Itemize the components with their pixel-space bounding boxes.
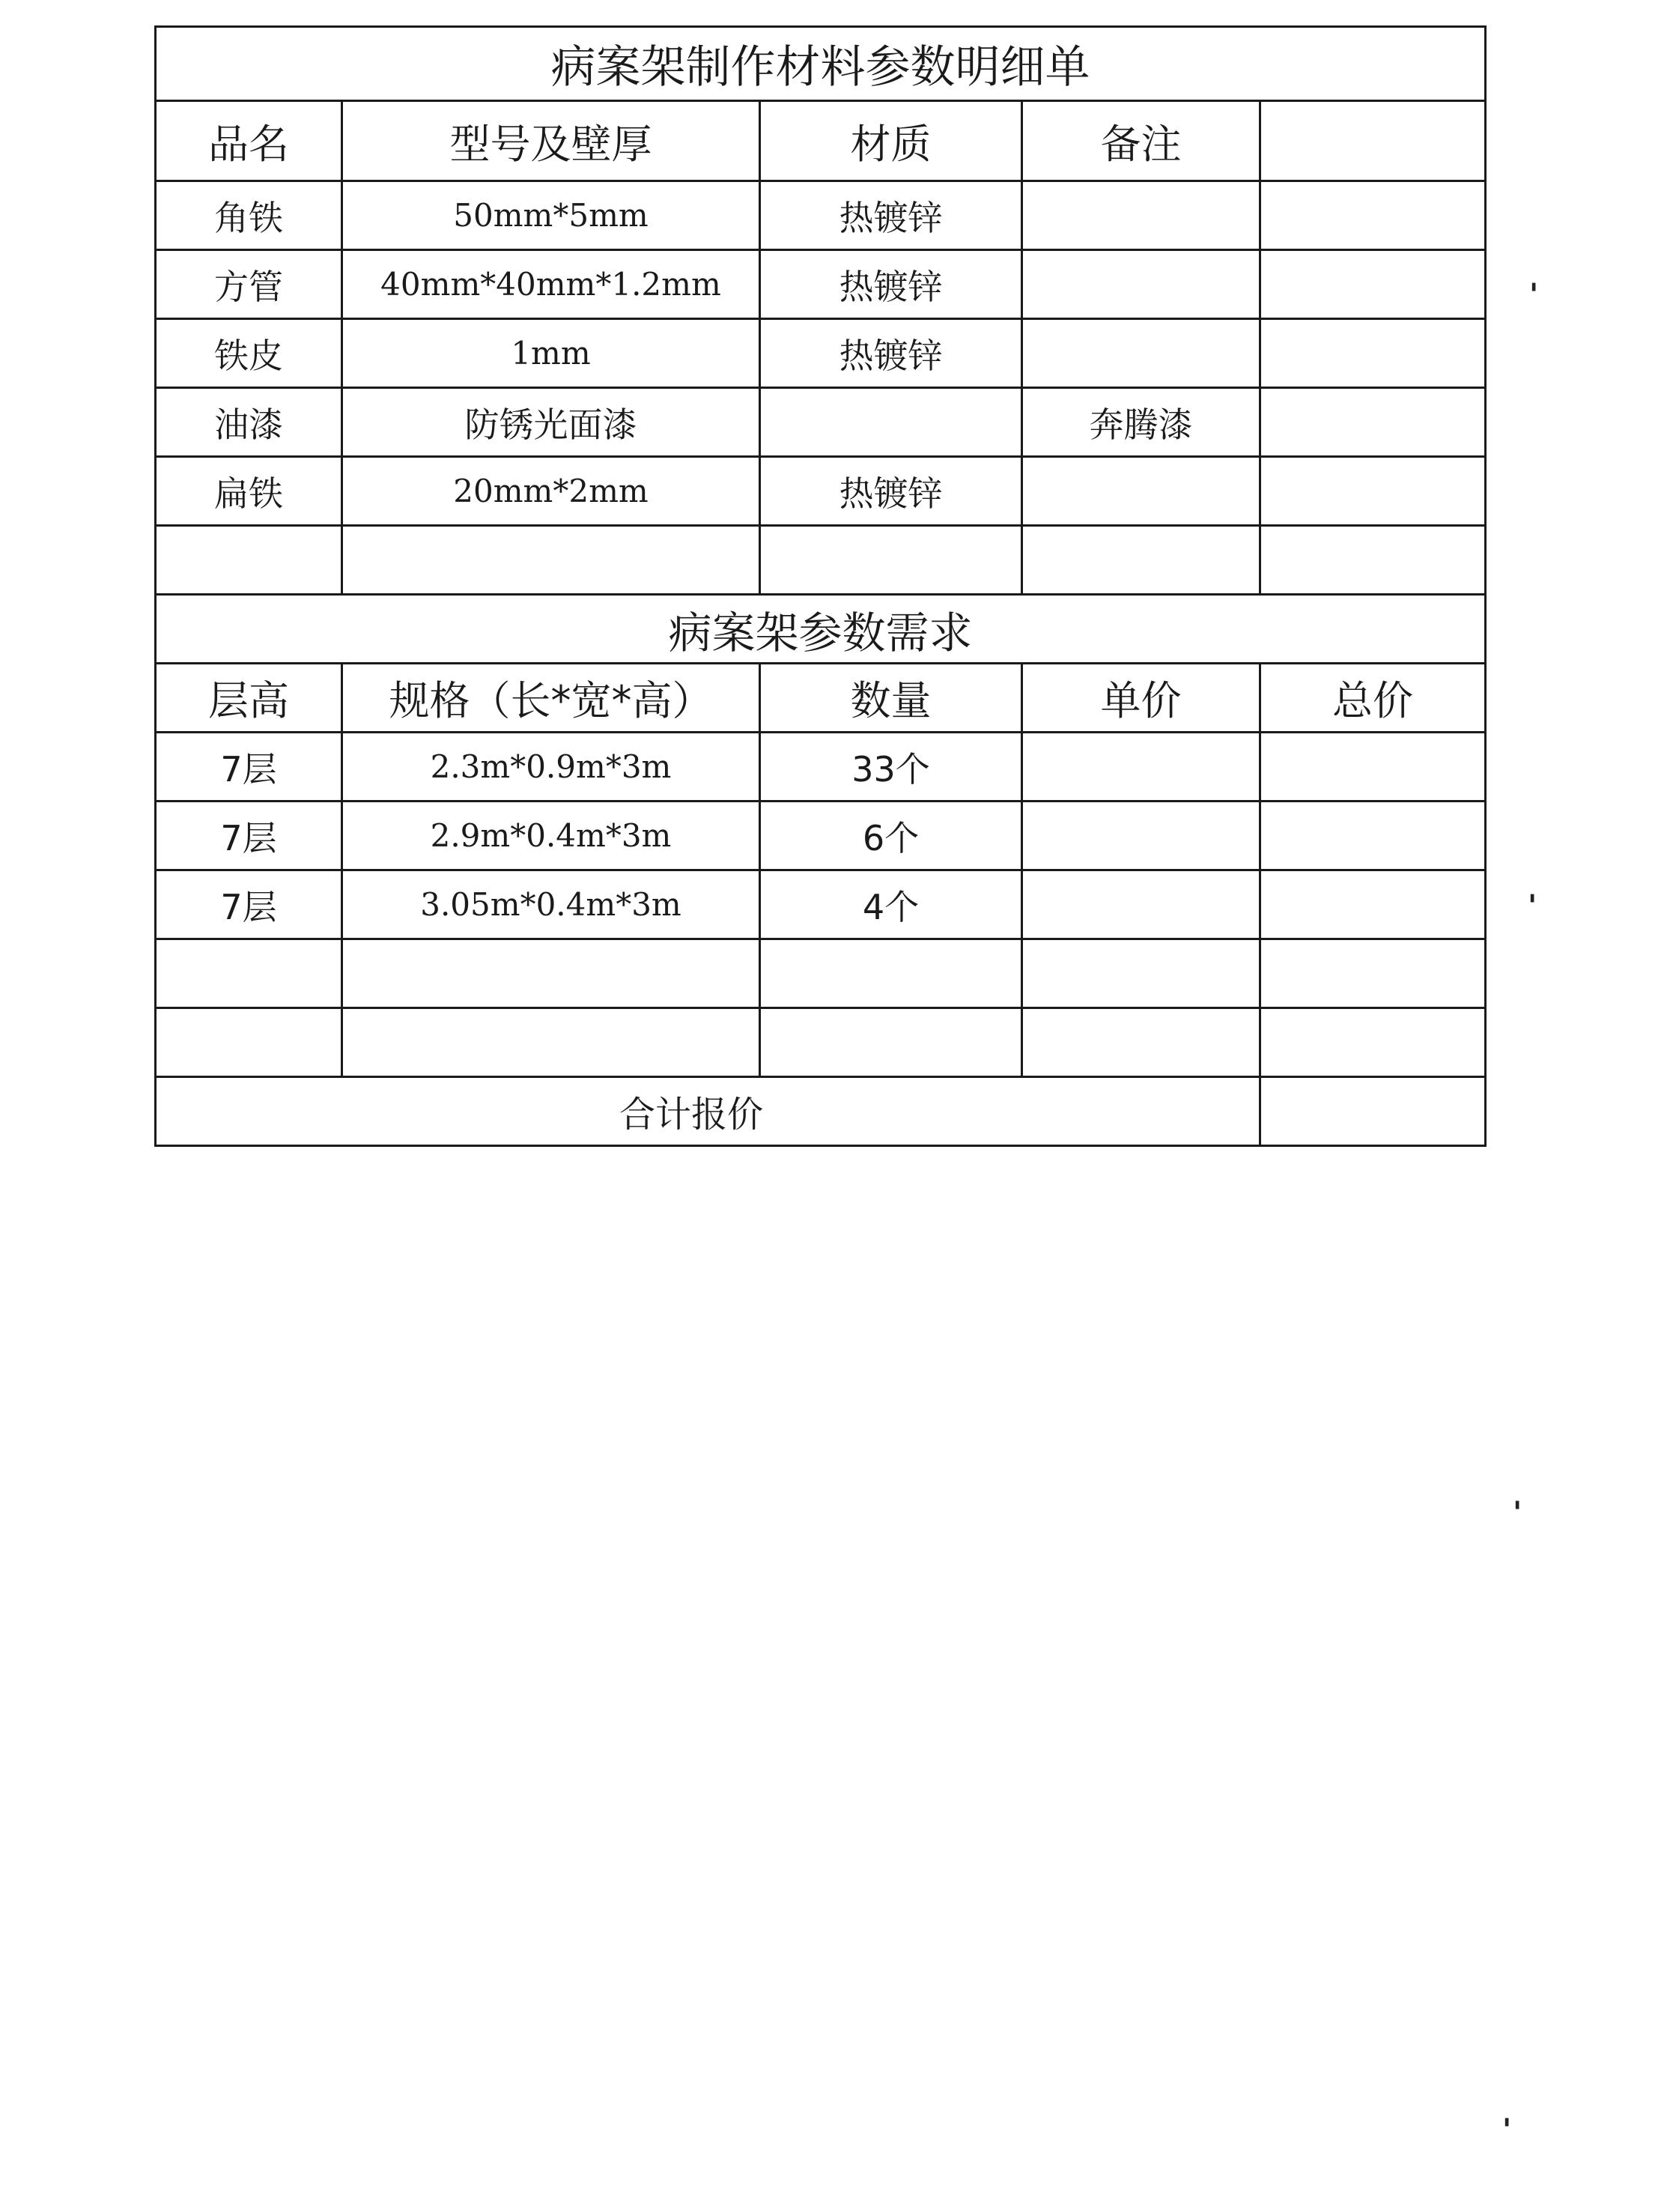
header-extra xyxy=(1260,101,1486,181)
cell-size: 2.9m*0.4m*3m xyxy=(342,802,760,870)
cell-extra xyxy=(1260,526,1486,595)
materials-title-row xyxy=(156,27,1486,101)
materials-title: 病案架制作材料参数明细单 xyxy=(156,27,1486,101)
header-unit-price: 单价 xyxy=(1022,664,1260,733)
cell-extra xyxy=(1260,388,1486,457)
cell-quantity: 33个 xyxy=(760,733,1022,802)
table-row xyxy=(156,802,1486,870)
cell-note xyxy=(1022,250,1260,319)
cell-unit-price xyxy=(1022,733,1260,802)
cell-spec: 1mm xyxy=(342,319,760,388)
requirements-header-row xyxy=(156,664,1486,733)
total-quote-value xyxy=(1260,1077,1486,1146)
table-row xyxy=(156,870,1486,939)
total-row xyxy=(156,1077,1486,1146)
cell-size xyxy=(342,1008,760,1077)
cell-quantity: 6个 xyxy=(760,802,1022,870)
cell-extra xyxy=(1260,181,1486,250)
cell-material xyxy=(760,388,1022,457)
cell-name xyxy=(156,526,342,595)
cell-unit-price xyxy=(1022,802,1260,870)
margin-mark: ' xyxy=(1528,888,1537,924)
cell-total-price xyxy=(1260,802,1486,870)
table-row xyxy=(156,939,1486,1008)
cell-material: 热镀锌 xyxy=(760,181,1022,250)
cell-layers xyxy=(156,1008,342,1077)
table-row xyxy=(156,250,1486,319)
materials-header-row xyxy=(156,101,1486,181)
material-spec-table xyxy=(154,25,1487,1147)
cell-unit-price xyxy=(1022,1008,1260,1077)
cell-name: 扁铁 xyxy=(156,457,342,526)
cell-note xyxy=(1022,526,1260,595)
header-model-thickness: 型号及壁厚 xyxy=(342,101,760,181)
cell-name: 油漆 xyxy=(156,388,342,457)
cell-extra xyxy=(1260,250,1486,319)
cell-spec: 20mm*2mm xyxy=(342,457,760,526)
header-size: 规格（长*宽*高） xyxy=(342,664,760,733)
table-row xyxy=(156,733,1486,802)
cell-note: 奔腾漆 xyxy=(1022,388,1260,457)
cell-layers: 7层 xyxy=(156,870,342,939)
cell-total-price xyxy=(1260,1008,1486,1077)
margin-mark: ' xyxy=(1529,277,1539,312)
cell-spec: 防锈光面漆 xyxy=(342,388,760,457)
header-product-name: 品名 xyxy=(156,101,342,181)
header-material: 材质 xyxy=(760,101,1022,181)
cell-material: 热镀锌 xyxy=(760,250,1022,319)
margin-mark: ' xyxy=(1513,1495,1522,1530)
cell-total-price xyxy=(1260,733,1486,802)
cell-note xyxy=(1022,457,1260,526)
cell-size: 3.05m*0.4m*3m xyxy=(342,870,760,939)
table-row xyxy=(156,1008,1486,1077)
cell-note xyxy=(1022,319,1260,388)
cell-name: 铁皮 xyxy=(156,319,342,388)
cell-unit-price xyxy=(1022,939,1260,1008)
cell-quantity: 4个 xyxy=(760,870,1022,939)
cell-material xyxy=(760,526,1022,595)
cell-spec: 50mm*5mm xyxy=(342,181,760,250)
cell-extra xyxy=(1260,457,1486,526)
cell-spec xyxy=(342,526,760,595)
table-row xyxy=(156,181,1486,250)
requirements-title: 病案架参数需求 xyxy=(156,595,1486,664)
cell-quantity xyxy=(760,939,1022,1008)
cell-material: 热镀锌 xyxy=(760,457,1022,526)
cell-name: 角铁 xyxy=(156,181,342,250)
margin-mark: ' xyxy=(1502,2112,1512,2148)
requirements-title-row xyxy=(156,595,1486,664)
table-row xyxy=(156,388,1486,457)
cell-material: 热镀锌 xyxy=(760,319,1022,388)
table-row xyxy=(156,526,1486,595)
cell-layers: 7层 xyxy=(156,802,342,870)
cell-extra xyxy=(1260,319,1486,388)
table-row xyxy=(156,457,1486,526)
cell-name: 方管 xyxy=(156,250,342,319)
header-note: 备注 xyxy=(1022,101,1260,181)
cell-spec: 40mm*40mm*1.2mm xyxy=(342,250,760,319)
header-total-price: 总价 xyxy=(1260,664,1486,733)
cell-layers: 7层 xyxy=(156,733,342,802)
cell-total-price xyxy=(1260,870,1486,939)
cell-note xyxy=(1022,181,1260,250)
header-layers: 层高 xyxy=(156,664,342,733)
cell-total-price xyxy=(1260,939,1486,1008)
table-row xyxy=(156,319,1486,388)
cell-unit-price xyxy=(1022,870,1260,939)
cell-quantity xyxy=(760,1008,1022,1077)
header-quantity: 数量 xyxy=(760,664,1022,733)
cell-size: 2.3m*0.9m*3m xyxy=(342,733,760,802)
total-quote-label: 合计报价 xyxy=(156,1077,1260,1146)
cell-layers xyxy=(156,939,342,1008)
cell-size xyxy=(342,939,760,1008)
